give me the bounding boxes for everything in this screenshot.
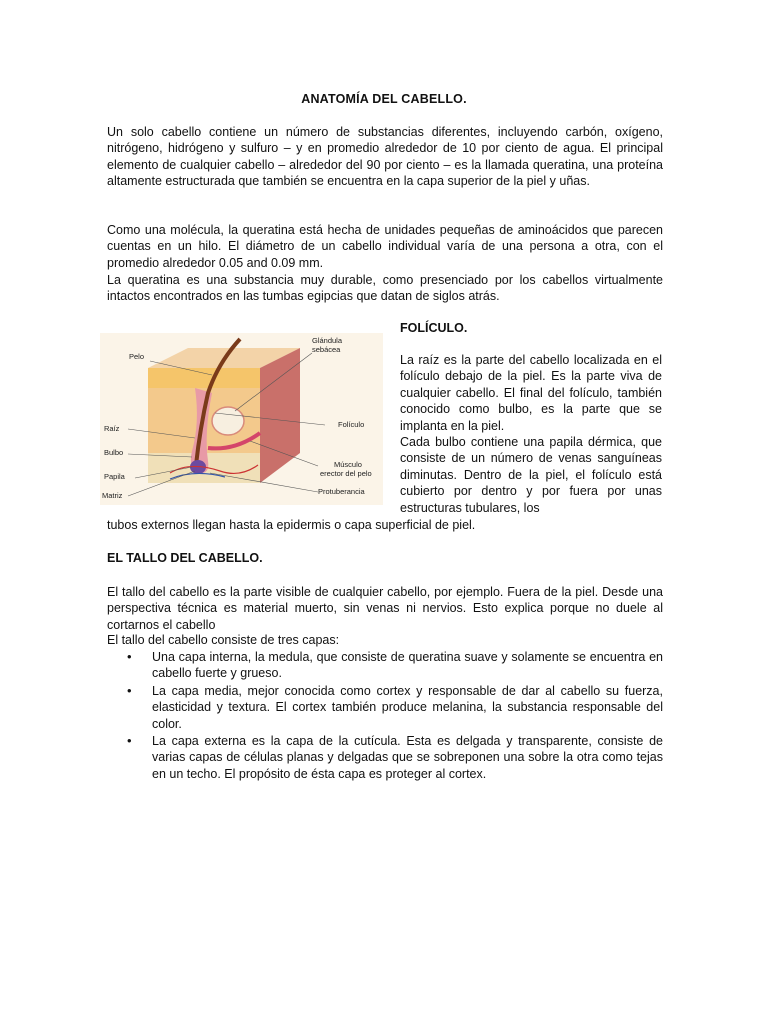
label-matriz: Matriz [102, 491, 123, 500]
label-papila: Papila [104, 472, 125, 481]
bullet-icon: • [127, 649, 132, 664]
list-item [107, 733, 663, 782]
bullet-icon: • [127, 733, 132, 749]
label-pelo: Pelo [129, 352, 145, 361]
document-title: ANATOMÍA DEL CABELLO. [301, 92, 467, 106]
folicle-paragraph-1: La raíz es la parte del cabello localizada en el folículo debajo de la piel. Es la parte viva de cualquier cabello. El final del folículo, también conocido como bulbo, es la parte que se implanta en la piel. [400, 353, 662, 433]
label-glandula-2: sebácea [312, 345, 341, 354]
list-item-text: Una capa interna, la medula, que consiste de queratina suave y solamente se encuentra en cabello fuerte y grueso. [152, 650, 663, 681]
folicle-text [400, 352, 662, 516]
list-item-text: La capa media, mejor conocida como cortex y responsable de dar al cabello su fuerza, elasticidad y textura. El cortex también produce melanina, la substancia responsable del color. [152, 683, 663, 731]
list-item-text: La capa externa es la capa de la cutícula. Esta es delgada y transparente, consiste de varias capas de células planas y delgadas que se sobreponen una sobre la otra como tejas en un techo. El propósito de ésta capa es proteger al cortex. [152, 734, 663, 781]
shaft-layers-list [107, 649, 663, 783]
list-item [107, 683, 663, 732]
intro-paragraph-3: La queratina es una substancia muy durable, como presenciado por los cabellos virtualmente intactos encontrados en las tumbas egipcias que datan de siglos atrás. [107, 273, 663, 304]
hair-follicle-diagram [100, 333, 383, 505]
shaft-heading: EL TALLO DEL CABELLO. [107, 551, 263, 565]
folicle-paragraph-2: Cada bulbo contiene una papila dérmica, que consiste de un número de venas sanguíneas diminutas. Dentro de la piel, el folículo está cubierto por dentro y por fuera por unas estructuras tubulares, los [400, 435, 662, 515]
shaft-paragraph-2: El tallo del cabello consiste de tres capas: [107, 633, 340, 647]
bullet-icon: • [127, 682, 132, 698]
folicle-paragraph-2-end: tubos externos llegan hasta la epidermis o capa superficial de piel. [107, 518, 476, 532]
sebaceous-gland [212, 407, 244, 435]
intro-paragraph-1: Un solo cabello contiene un número de substancias diferentes, incluyendo carbón, oxígeno, nitrógeno, hidrógeno y sulfuro – y en promedio alrededor de 10 por ciento de agua. El principal elemento de cualquier cabello – alrededor del 90 por ciento – es la llamada queratina, una proteína altamente estructurada que también se encuentra en la capa superior de la piel y uñas. [107, 125, 663, 189]
folicle-heading: FOLÍCULO. [400, 321, 468, 335]
label-glandula-1: Glándula [312, 336, 343, 345]
list-item [107, 649, 663, 682]
label-musculo-1: Músculo [334, 460, 362, 469]
epidermis-layer [148, 368, 260, 388]
label-protuberancia: Protuberancia [318, 487, 365, 496]
label-raiz: Raíz [104, 424, 120, 433]
label-musculo-2: erector del pelo [320, 469, 372, 478]
label-bulbo: Bulbo [104, 448, 124, 457]
label-foliculo: Folículo [338, 420, 365, 429]
shaft-paragraph-1: El tallo del cabello es la parte visible de cualquier cabello, por ejemplo. Fuera de la piel. Desde una perspectiva técnica es material muerto, sin venas ni nervios. Esto explica porque no duele al cortarnos el cabello [107, 585, 663, 632]
intro-paragraph-2: Como una molécula, la queratina está hecha de unidades pequeñas de aminoácidos que parecen cuentas en un hilo. El diámetro de un cabello individual varía de una persona a otra, con el promedio alrededor 0.05 and 0.09 mm. [107, 223, 663, 270]
